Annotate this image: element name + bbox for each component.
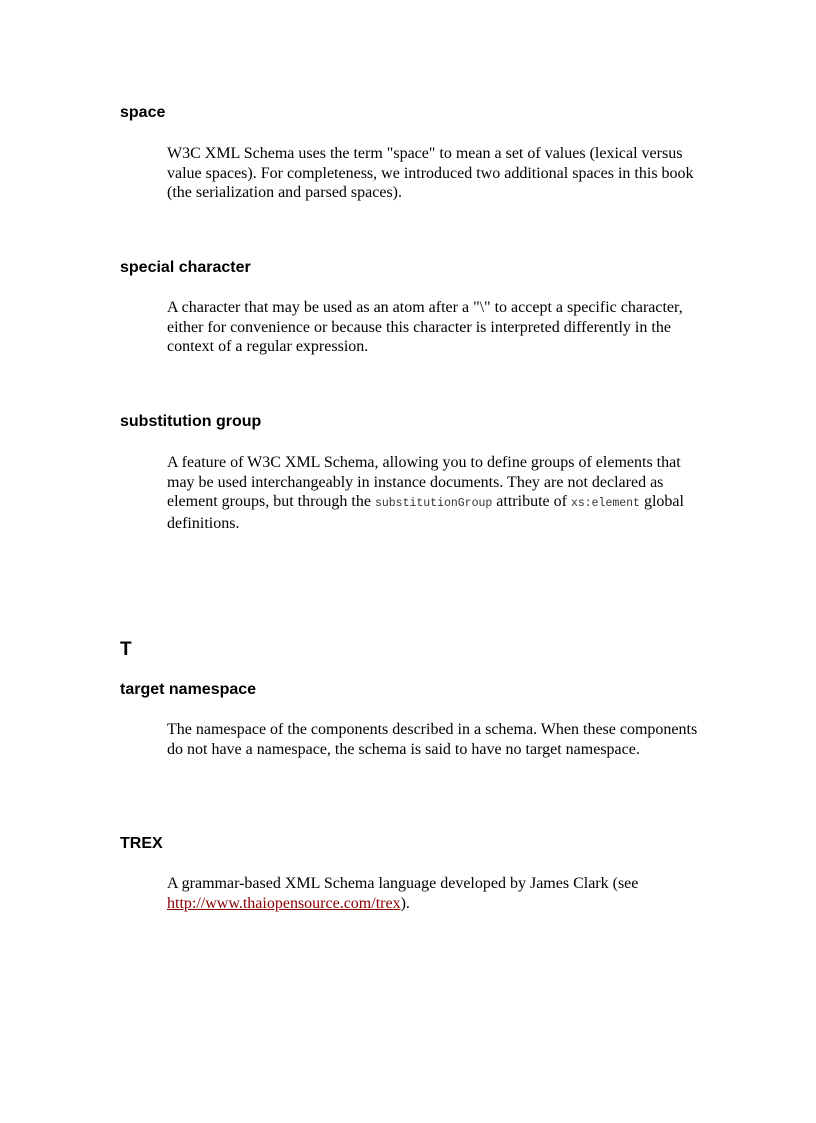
term-space: space bbox=[120, 104, 166, 121]
section-letter-heading: T bbox=[120, 639, 132, 660]
term-substitution-group: substitution group bbox=[120, 413, 262, 430]
definition-substitution-group-text-1: A feature of W3C XML Schema, allowing you to define groups of elements that may be used interchangeably in instance documents. They are not declared as element groups, but through the bbox=[167, 454, 681, 510]
term-target-namespace: target namespace bbox=[120, 681, 257, 698]
code-substitution-group-attribute: substitutionGroup bbox=[374, 497, 493, 510]
trex-link[interactable]: http://www.thaiopensource.com/trex bbox=[167, 894, 401, 912]
definition-trex-text: A grammar-based XML Schema language developed by James Clark (see bbox=[167, 875, 639, 892]
definition-substitution-group-text-3: global definitions. bbox=[167, 493, 684, 532]
definition-substitution-group-text-2: attribute of bbox=[496, 493, 567, 510]
definition-substitution-group bbox=[167, 453, 707, 533]
term-special-character: special character bbox=[120, 259, 251, 276]
definition-space: W3C XML Schema uses the term "space" to mean a set of values (lexical versus value spaces). For completeness, we introduced two additional spaces in this book (the serialization and parsed spaces). bbox=[167, 145, 694, 201]
definition-trex-closing: ). bbox=[400, 894, 410, 912]
code-xs-element: xs:element bbox=[570, 497, 640, 510]
definition-trex bbox=[167, 874, 707, 913]
term-trex: TREX bbox=[120, 835, 163, 852]
definition-target-namespace: The namespace of the components described in a schema. When these components do not have a namespace, the schema is said to have no target namespace. bbox=[167, 721, 698, 758]
definition-special-character: A character that may be used as an atom after a "\" to accept a specific character, either for convenience or because this character is interpreted differently in the context of a regular expression. bbox=[167, 299, 683, 355]
